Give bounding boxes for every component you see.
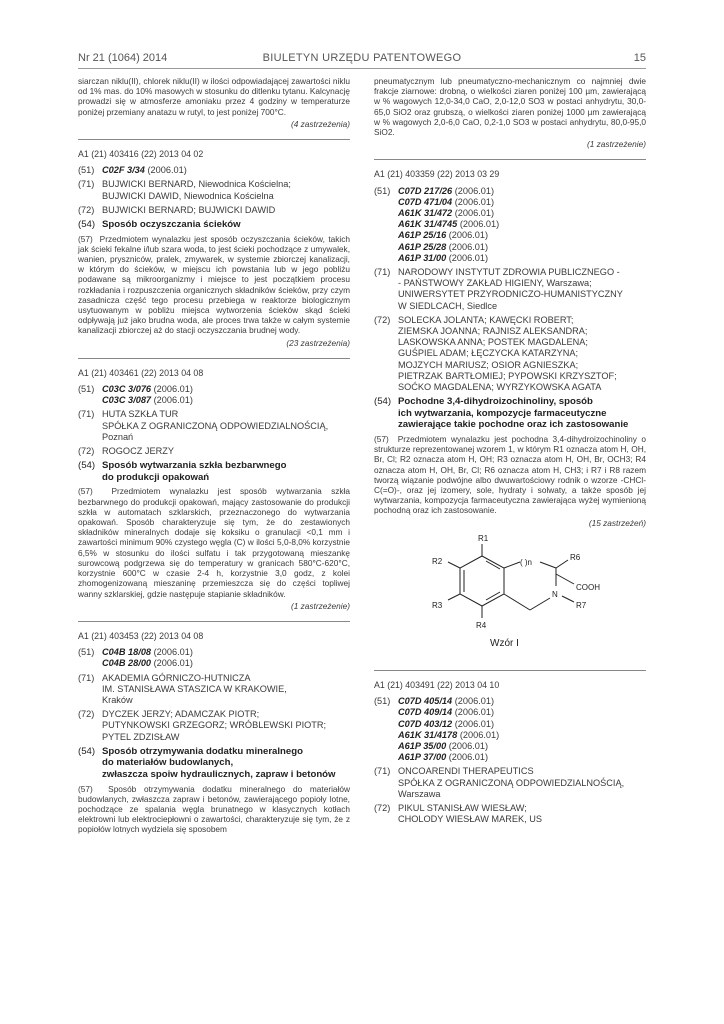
entry-divider: [78, 139, 350, 140]
header-rule: [78, 68, 646, 69]
claims-count: (15 zastrzeżeń): [588, 517, 646, 528]
ipc-row: (51) C04B 18/08 (2006.01) C04B 28/00 (2006.01): [78, 647, 350, 669]
title-row: (54) Sposób oczyszczania ścieków: [78, 219, 350, 231]
inventors-row: (72) SOLECKA JOLANTA; KAWĘCKI ROBERT; ZIEMSKA JOANNA; RAJNISZ ALEKSANDRA; LASKOWSKA ANNA; POSTEK MAGDALENA; GUŚPIEL ADAM; ŁĘCZYCKA KATARZYNA; MOJZYCH MARIUSZ; OSIOR AGNIESZKA; PIETRZAK BARTŁOMIEJ; PYPOWSKI KRZYSZTOF; SOĆKO MAGDALENA; WYRZYKOWSKA AGATA: [374, 315, 646, 393]
ipc-list: C07D 405/14 (2006.01) C07D 409/14 (2006.01) C07D 403/12 (2006.01) A61K 31/4178 (2006.01) A61P 35/00 (2006.01) A61P 37/00 (2006.01): [398, 696, 500, 763]
inventors-row: (72) PIKUL STANISŁAW WIESŁAW; CHOLODY WIESŁAW MAREK, US: [374, 803, 646, 825]
ipc-row: (51) C02F 3/34 (2006.01): [78, 165, 350, 176]
label-cooh: COOH: [576, 582, 600, 592]
claims-count: (1 zastrzeżenie): [290, 600, 350, 611]
patent-entry-403359: [374, 169, 646, 663]
claims-count: (23 zastrzeżenia): [286, 337, 350, 348]
entry-divider: [374, 159, 646, 160]
applicant: HUTA SZKŁA TUR SPÓŁKA Z OGRANICZONĄ ODPOWIEDZIALNOŚCIĄ, Poznań: [102, 409, 329, 442]
inventors: ROGOCZ JERZY: [102, 446, 174, 457]
ipc-row: (51) C07D 405/14 (2006.01) C07D 409/14 (2006.01) C07D 403/12 (2006.01) A61K 31/4178 (2006.01) A61P 35/00 (2006.01) A61P 37/00 (2006.01): [374, 696, 646, 763]
ipc-list: C04B 18/08 (2006.01) C04B 28/00 (2006.01): [102, 647, 193, 669]
page-number: 15: [633, 52, 646, 64]
abstract: (57) Przedmiotem wynalazku jest sposób wytwarzania szkła bezbarwnego do produkcji opakowań, mający zastosowanie do produkcji szkła w automatach szklarskich, przeznaczonego do wytwarzania opakowań. Sposób charakteryzuje się tym, że do zestawionych składników mineralnych dodaje się koksiku o granulacji <0,1 mm i zawartości minimum 90% czystego węgla (C) w ilości 5,0-8,0% korzystnie 6,5% w stosunku do ilości sulfatu i tak przygotowaną mieszankę surowcową podgrzewa się do temperatury w granicach 580°C-620°C, korzystnie 600°C w czasie 2-4 h, korzystnie 3,0 godz, z kolei zhomogenizowaną mieszaninę przemieszcza się do części topliwej wanny szklarskiej, gdzie następuje stapianie składników.: [78, 486, 350, 599]
applicant-row: (71) ONCOARENDI THERAPEUTICS SPÓŁKA Z OGRANICZONĄ ODPOWIEDZIALNOŚCIĄ, Warszawa: [374, 766, 646, 800]
chemical-structure-formula-i: [374, 530, 646, 664]
entry-divider: [78, 358, 350, 359]
formula-caption: Wzór I: [490, 637, 519, 649]
abstract: (57) Przedmiotem wynalazku jest pochodna 3,4-dihydroizochinoliny o strukturze reprezentowanej wzorem 1, w którym R1 oznacza atom H, OH, Br, Cl; R2 oznacza atom H, OH; R3 oznacza atom H, OH, Br, OCH3; R4 oznacza atom H, OH, Br, Cl; R6 oznacza atom H, CH3; i R7 i R8 razem tworzą wiązanie podwójne albo dwuwartościowy rodnik o wzorze -CHCl-C(=O)-, oraz jej izomery, sole, hydraty i solwaty, a także sposób jej wytwarzania, kompozycja farmaceutyczna zawierająca wyżej wymienioną pochodną oraz ich zastosowanie.: [374, 434, 646, 516]
title-row: (54) Sposób otrzymywania dodatku mineralnego do materiałów budowlanych, zwłaszcza spoiw hydraulicznych, zapraw i betonów: [78, 746, 350, 781]
claims-count: (4 zastrzeżenia): [290, 118, 350, 129]
ipc-row: (51) C03C 3/076 (2006.01) C03C 3/087 (2006.01): [78, 384, 350, 406]
inventors: DYCZEK JERZY; ADAMCZAK PIOTR; PUTYNKOWSKI GRZEGORZ; WRÓBLEWSKI PIOTR; PYTEL ZDZISŁAW: [102, 709, 327, 742]
benzene-ring: [460, 556, 504, 606]
journal-title: BIULETYN URZĘDU PATENTOWEGO: [262, 52, 462, 64]
right-column: [374, 76, 646, 828]
entry-divider: [374, 670, 646, 671]
inventors-row: (72) DYCZEK JERZY; ADAMCZAK PIOTR; PUTYNKOWSKI GRZEGORZ; WRÓBLEWSKI PIOTR; PYTEL ZDZISŁAW: [78, 709, 350, 743]
applicant-row: (71) BUJWICKI BERNARD, Niewodnica Kościelna; BUJWICKI DAWID, Niewodnica Kościelna: [78, 179, 350, 201]
entry-heading: A1 (21) 403461 (22) 2013 04 08: [78, 367, 204, 378]
applicant-row: (71) AKADEMIA GÓRNICZO-HUTNICZA IM. STANISŁAWA STASZICA W KRAKOWIE, Kraków: [78, 673, 350, 707]
label-n-ring: ( )n: [520, 557, 532, 567]
abstract: (57) Przedmiotem wynalazku jest sposób oczyszczania ścieków, takich jak ścieki fekalne i/lub szara woda, to jest ścieki pochodzące z umywalek, wanien, pryszniców, pralek, zmywarek, w systemie zbiorczej kanalizacji, w którym do ścieków, w miejscu ich powstania lub w jego pobliżu podawane są mikroorganizmy i miejsce to jest początkiem procesu rozkładania i rozpuszczenia organicznych składników ścieków, przy czym zasadnicza część tego procesu przebiega w reaktorze biologicznym usytuowanym w pobliżu miejsca wytworzenia ścieków skąd ścieki odpływają już jako brudna woda, ale proces trwa także w całym systemie kanalizacji zbiorczej aż do stacji oczyszczania brudnej wody.: [78, 233, 350, 336]
claims-count: (1 zastrzeżenie): [586, 139, 646, 150]
patent-title: Sposób oczyszczania ścieków: [102, 219, 241, 231]
continued-abstract: pneumatycznym lub pneumatyczno-mechanicznym co najmniej dwie frakcje ziarnowe: drobną, o wielkości ziaren poniżej 100 µm, zawierającą w % wagowych 12,0-34,0 CaO, 2,0-12,0 SO3 w postaci anhydrytu, 30,0-65,0 SiO2 oraz grubszą, o wielkości ziaren poniżej 1000 µm zawierającą w % wagowych 2,0-6,0 CaO, 0,2-1,0 SO3 w postaci anhydrytu, 80,0-95,0 SiO2.: [374, 76, 646, 138]
patent-entry-403491: [374, 680, 646, 825]
entry-heading: A1 (21) 403453 (22) 2013 04 08: [78, 630, 204, 641]
label-r1: R1: [478, 533, 489, 543]
ipc-row: (51) C07D 217/26 (2006.01) C07D 471/04 (2006.01) A61K 31/472 (2006.01) A61K 31/4745 (2006.01) A61P 25/16 (2006.01) A61P 25/28 (2006.01) A61P 31/00 (2006.01): [374, 186, 646, 264]
patent-entry-403453: [78, 631, 350, 835]
applicant-row: (71) NARODOWY INSTYTUT ZDROWIA PUBLICZNEGO - - PAŃSTWOWY ZAKŁAD HIGIENY, Warszawa; UNIWERSYTET PRZYRODNICZO-HUMANISTYCZNY W SIEDLCACH, Siedlce: [374, 267, 646, 312]
label-r3: R3: [432, 600, 443, 610]
patent-entry-403461: [78, 368, 350, 611]
label-r4: R4: [476, 620, 487, 630]
inventors: PIKUL STANISŁAW WIESŁAW; CHOLODY WIESŁAW MAREK, US: [398, 802, 542, 825]
continued-abstract: siarczan niklu(II), chlorek niklu(II) w ilości odpowiadającej zawartości niklu od 1% mas. do 10% masowych w stosunku do ditlenku tytanu. Kalcynację prowadzi się w atmosferze amoniaku przez 4 godziny w temperaturze poniżej przemiany anatazu w rutyl, to jest poniżej 700°C.: [78, 76, 350, 117]
applicant-row: (71) HUTA SZKŁA TUR SPÓŁKA Z OGRANICZONĄ ODPOWIEDZIALNOŚCIĄ, Poznań: [78, 409, 350, 443]
inventors-row: (72) BUJWICKI BERNARD; BUJWICKI DAWID: [78, 205, 350, 216]
ipc-list: C07D 217/26 (2006.01) C07D 471/04 (2006.01) A61K 31/472 (2006.01) A61K 31/4745 (2006.01) A61P 25/16 (2006.01) A61P 25/28 (2006.01) A61P 31/00 (2006.01): [398, 185, 500, 263]
issue-number: Nr 21 (1064) 2014: [78, 52, 168, 64]
title-row: (54) Pochodne 3,4-dihydroizochinoliny, sposób ich wytwarzania, kompozycje farmaceutyczne zawierające takie pochodne oraz ich zastosowanie: [374, 396, 646, 431]
applicant: NARODOWY INSTYTUT ZDROWIA PUBLICZNEGO - - PAŃSTWOWY ZAKŁAD HIGIENY, Warszawa; UNIWERSYTET PRZYRODNICZO-HUMANISTYCZNY W SIEDLCACH, Siedlce: [398, 267, 623, 311]
abstract: (57) Sposób otrzymywania dodatku mineralnego do materiałów budowlanych, zwłaszcza zapraw i betonów, zawierającego popioły lotne, pochodzące ze spalania węgla brunatnego w klasycznych kotłach elektrowni lub elektrociepłowni o zawartości, charakteryzuje się tym, że z popiołów lotnych wydziela się sposobem: [78, 783, 350, 835]
patent-title: Sposób otrzymywania dodatku mineralnego do materiałów budowlanych, zwłaszcza spoiw hydraulicznych, zapraw i betonów: [102, 745, 336, 780]
label-r6: R6: [570, 552, 581, 562]
ipc-list: C03C 3/076 (2006.01) C03C 3/087 (2006.01): [102, 384, 193, 406]
entry-heading: A1 (21) 403359 (22) 2013 03 29: [374, 169, 500, 180]
inventors: SOLECKA JOLANTA; KAWĘCKI ROBERT; ZIEMSKA JOANNA; RAJNISZ ALEKSANDRA; LASKOWSKA ANNA; POSTEK MAGDALENA; GUŚPIEL ADAM; ŁĘCZYCKA KATARZYNA; MOJZYCH MARIUSZ; OSIOR AGNIESZKA; PIETRZAK BARTŁOMIEJ; PYPOWSKI KRZYSZTOF; SOĆKO MAGDALENA; WYRZYKOWSKA AGATA: [398, 314, 617, 393]
applicant: ONCOARENDI THERAPEUTICS SPÓŁKA Z OGRANICZONĄ ODPOWIEDZIALNOŚCIĄ, Warszawa: [398, 766, 625, 799]
entry-heading: A1 (21) 403491 (22) 2013 04 10: [374, 679, 500, 690]
label-r2: R2: [432, 556, 443, 566]
label-nitrogen: N: [552, 589, 558, 599]
label-r7: R7: [576, 600, 587, 610]
patent-entry-403416: [78, 149, 350, 348]
inventors: BUJWICKI BERNARD; BUJWICKI DAWID: [102, 204, 276, 215]
entry-heading: A1 (21) 403416 (22) 2013 04 02: [78, 149, 204, 160]
ipc-list: C02F 3/34 (2006.01): [102, 165, 187, 176]
left-column: [78, 76, 350, 835]
inventors-row: (72) ROGOCZ JERZY: [78, 446, 350, 457]
applicant: BUJWICKI BERNARD, Niewodnica Kościelna; BUJWICKI DAWID, Niewodnica Kościelna: [102, 179, 291, 201]
patent-title: Pochodne 3,4-dihydroizochinoliny, sposób ich wytwarzania, kompozycje farmaceutyczne zawierające takie pochodne oraz ich zastosowanie: [398, 396, 629, 431]
applicant: AKADEMIA GÓRNICZO-HUTNICZA IM. STANISŁAWA STASZICA W KRAKOWIE, Kraków: [102, 672, 287, 705]
entry-divider: [78, 621, 350, 622]
patent-title: Sposób wytwarzania szkła bezbarwnego do produkcji opakowań: [102, 460, 287, 483]
title-row: (54) Sposób wytwarzania szkła bezbarwnego do produkcji opakowań: [78, 460, 350, 483]
